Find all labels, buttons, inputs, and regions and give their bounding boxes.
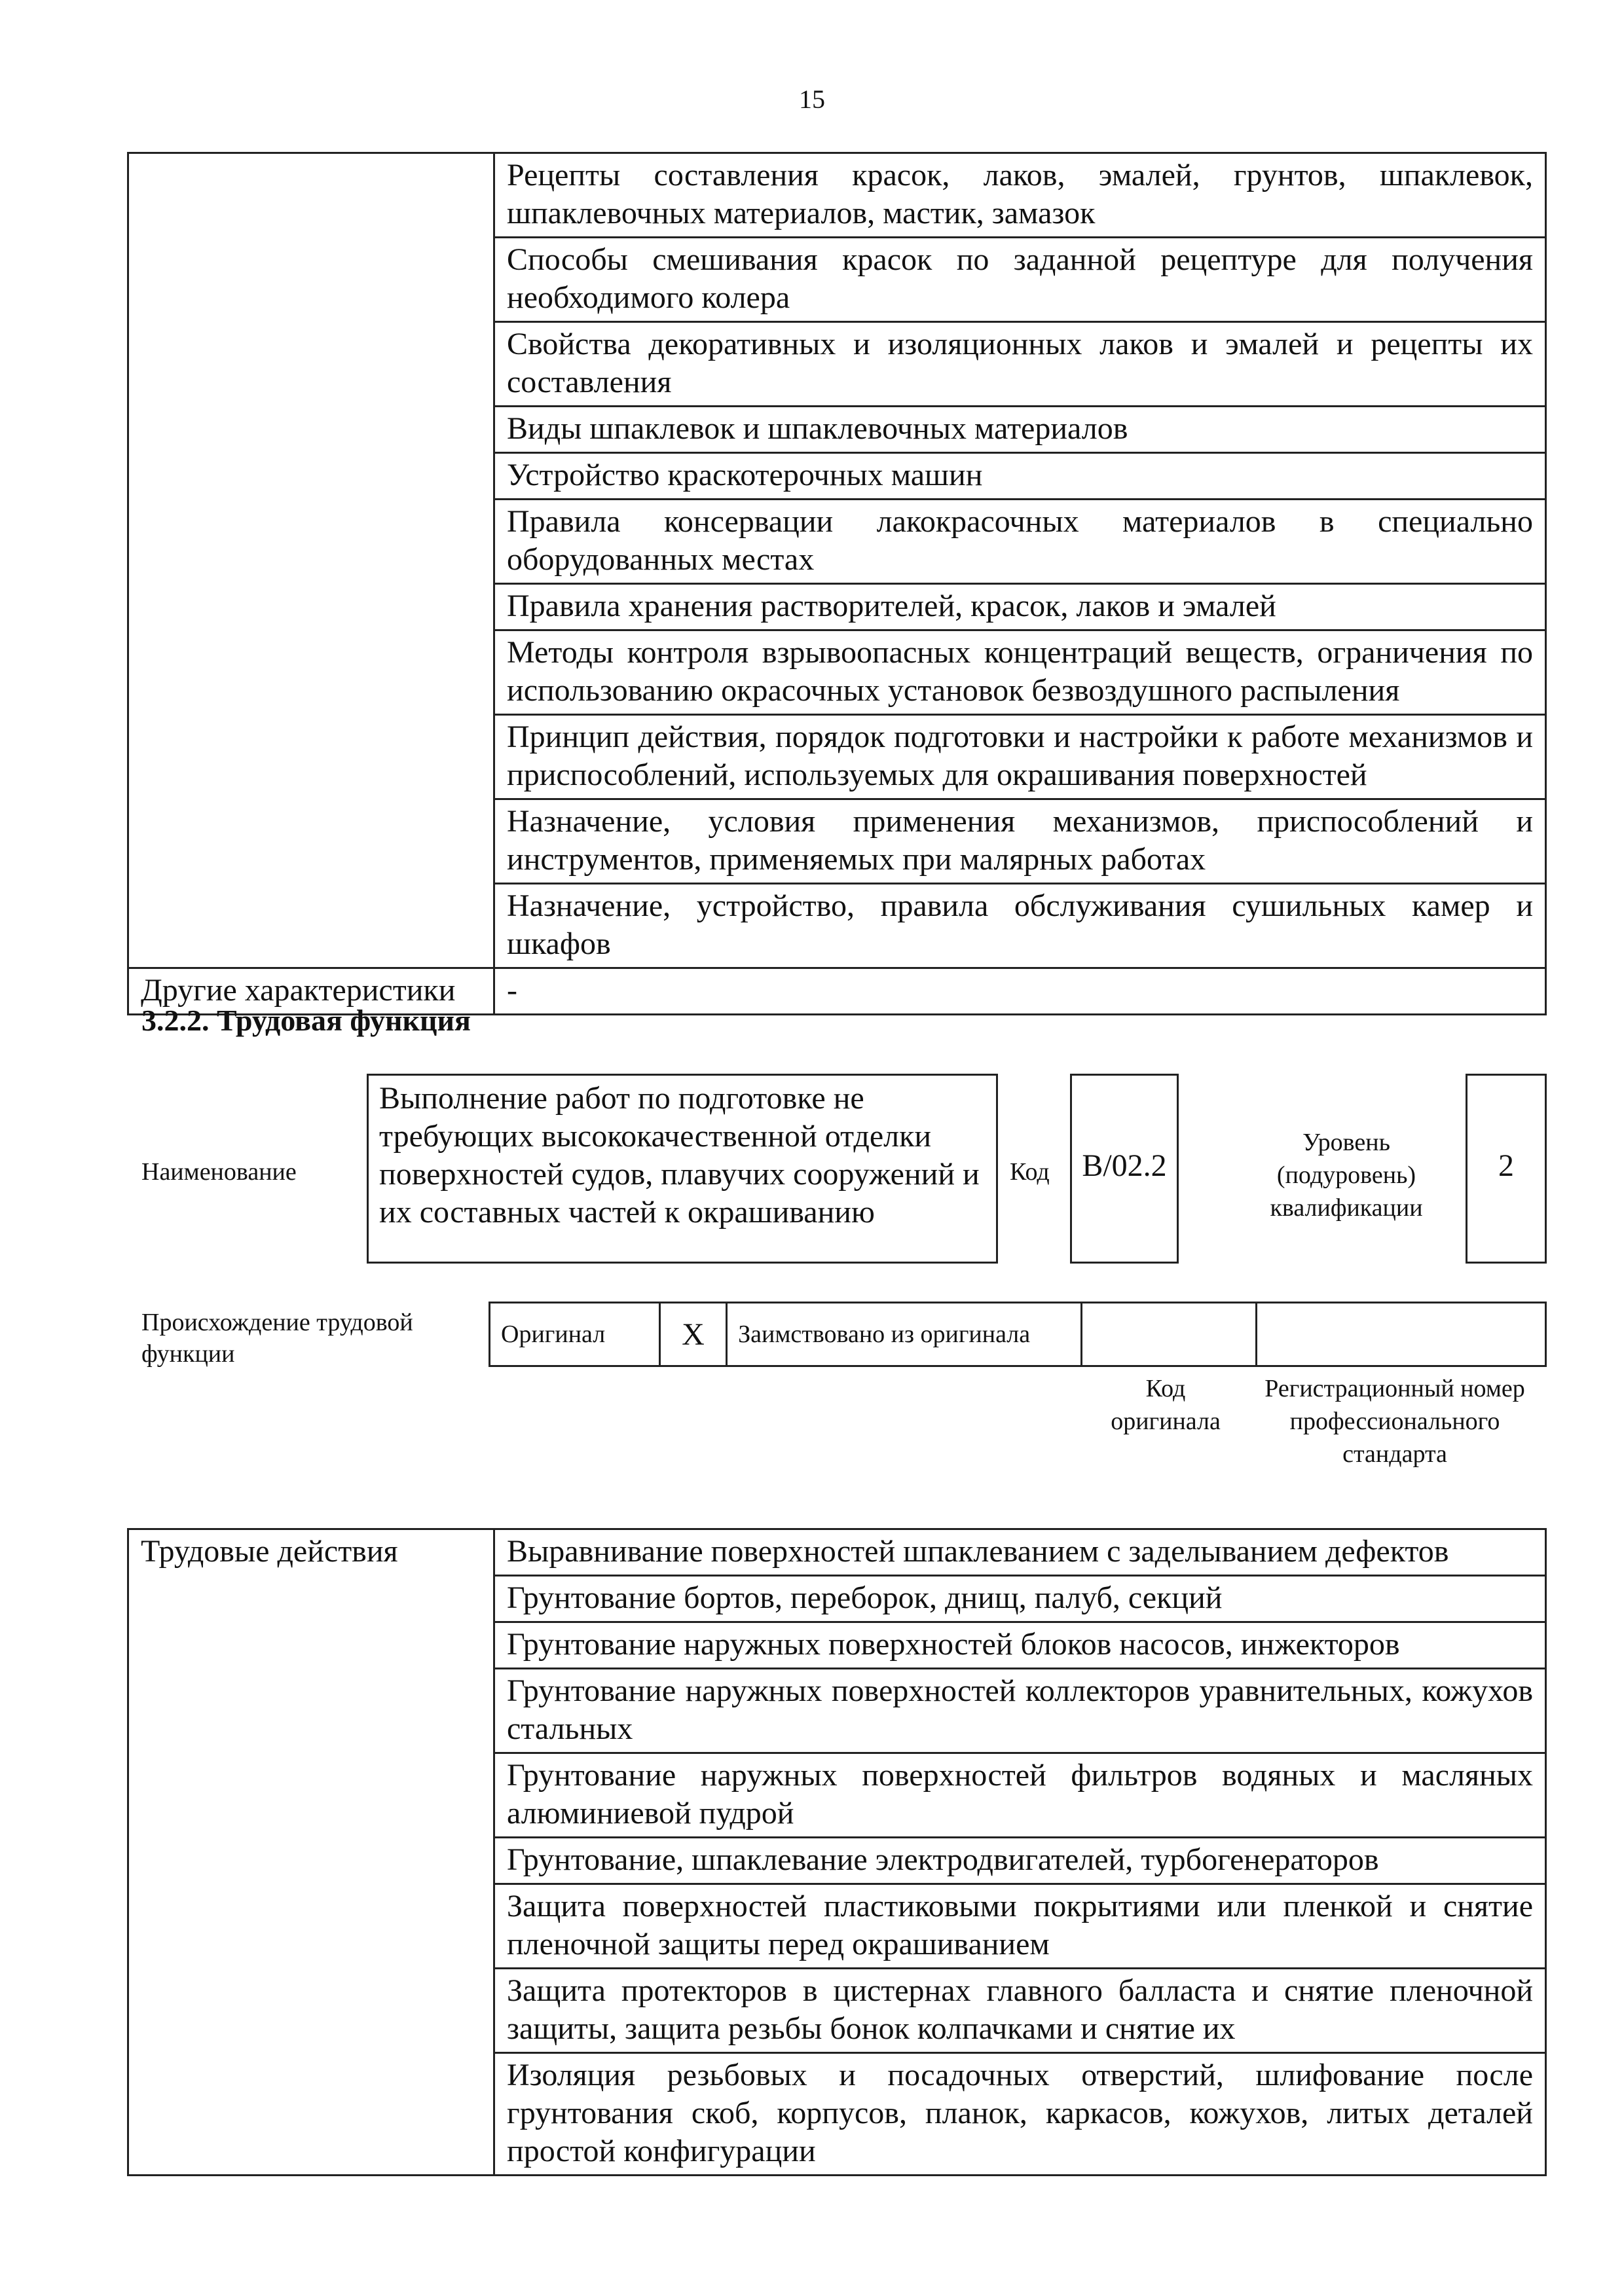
function-code-box: B/02.2 [1070,1074,1179,1264]
level-value-box: 2 [1466,1074,1547,1264]
knowledge-item: Устройство краскотерочных машин [494,453,1546,500]
other-characteristics-value: - [494,968,1546,1015]
section-heading: 3.2.2. Трудовая функция [141,1004,471,1037]
action-item: Защита поверхностей пластиковыми покрытиями или пленкой и снятие пленочной защиты перед окрашиванием [494,1884,1546,1969]
knowledge-item: Рецепты составления красок, лаков, эмалей, грунтов, шпаклевок, шпаклевочных материалов, мастик, замазок [494,153,1546,238]
knowledge-item: Виды шпаклевок и шпаклевочных материалов [494,407,1546,453]
origin-label: Происхождение трудовой функции [141,1309,413,1368]
registration-number-caption: Регистрационный номер профессионального стандарта [1264,1375,1525,1468]
level-label: Уровень (подуровень) квалификации [1270,1129,1423,1222]
knowledge-item: Правила консервации лакокрасочных материалов в специально оборудованных местах [494,500,1546,584]
knowledge-item: Свойства декоративных и изоляционных лаков и эмалей и рецепты их составления [494,322,1546,407]
label-cell-empty [128,153,494,968]
function-name-box: Выполнение работ по подготовке не требующих высококачественной отделки поверхностей судов, плавучих сооружений и их составных частей к окрашиванию [367,1074,998,1264]
knowledge-item: Принцип действия, порядок подготовки и настройки к работе механизмов и приспособлений, используемых для окрашивания поверхностей [494,715,1546,799]
knowledge-item: Методы контроля взрывоопасных концентраций веществ, ограничения по использованию окрасочных установок безвоздушного распыления [494,630,1546,715]
action-item: Изоляция резьбовых и посадочных отверстий, шлифование после грунтования скоб, корпусов, планок, каркасов, кожухов, литых деталей простой конфигурации [494,2053,1546,2176]
knowledge-table [127,152,1547,1015]
name-label: Наименование [141,1158,297,1186]
original-code-caption: Код оригинала [1111,1375,1221,1435]
knowledge-item: Назначение, устройство, правила обслуживания сушильных камер и шкафов [494,884,1546,968]
actions-label: Трудовые действия [128,1529,494,2176]
action-item: Защита протекторов в цистернах главного балласта и снятие пленочной защиты, защита резьбы бонок колпачками и снятие их [494,1969,1546,2053]
action-item: Выравнивание поверхностей шпаклеванием с заделыванием дефектов [494,1529,1546,1576]
table-row [128,153,1546,238]
knowledge-item: Способы смешивания красок по заданной рецептуре для получения необходимого колера [494,238,1546,322]
table-row [128,1529,1546,1576]
actions-table [127,1528,1547,2176]
code-label: Код [1010,1158,1050,1186]
table-row [490,1303,1546,1366]
origin-table [489,1302,1547,1367]
other-characteristics-label: Другие характеристики [128,968,494,1015]
action-item: Грунтование наружных поверхностей коллекторов уравнительных, кожухов стальных [494,1669,1546,1753]
borrowed-label: Заимствовано из оригинала [727,1303,1082,1366]
original-code-cell [1082,1303,1256,1366]
page-number: 15 [799,84,825,114]
knowledge-item: Назначение, условия применения механизмов, приспособлений и инструментов, применяемых при малярных работах [494,799,1546,884]
action-item: Грунтование бортов, переборок, днищ, палуб, секций [494,1576,1546,1622]
original-mark: X [659,1303,726,1366]
action-item: Грунтование наружных поверхностей фильтров водяных и масляных алюминиевой пудрой [494,1753,1546,1838]
action-item: Грунтование наружных поверхностей блоков насосов, инжекторов [494,1622,1546,1669]
registration-number-cell [1256,1303,1545,1366]
knowledge-item: Правила хранения растворителей, красок, лаков и эмалей [494,584,1546,630]
action-item: Грунтование, шпаклевание электродвигателей, турбогенераторов [494,1838,1546,1884]
original-label: Оригинал [490,1303,660,1366]
